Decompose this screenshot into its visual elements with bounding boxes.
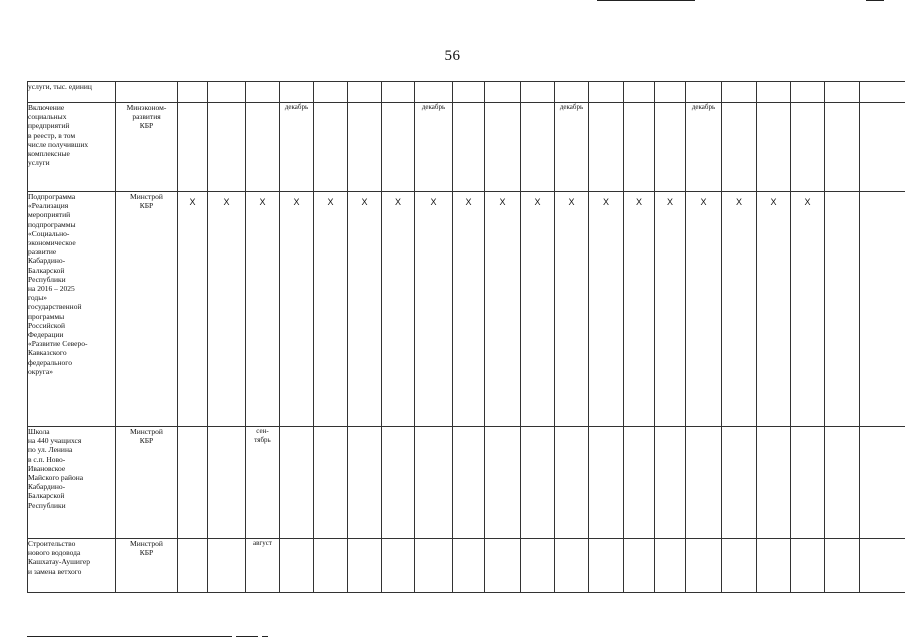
activity-name-line: «Социально- (28, 228, 70, 238)
schedule-mark-cell: X (208, 192, 246, 427)
schedule-mark-cell (485, 103, 521, 192)
executor-cell (116, 427, 178, 539)
schedule-mark-cell (555, 82, 589, 103)
activity-name-line: предприятий (28, 121, 70, 131)
activity-name-cell (28, 539, 116, 593)
schedule-mark-cell (521, 82, 555, 103)
schedule-mark-cell (860, 82, 905, 103)
schedule-mark-cell (757, 82, 791, 103)
schedule-mark-cell: декабрь (686, 103, 722, 192)
schedule-mark-cell (860, 539, 905, 593)
activity-name-line: Республики (28, 274, 66, 284)
schedule-mark-cell (825, 82, 860, 103)
table-row (28, 103, 905, 192)
schedule-mark-cell (589, 82, 624, 103)
schedule-mark-cell (521, 103, 555, 192)
schedule-mark-cell (280, 427, 314, 539)
schedule-mark-cell (246, 103, 280, 192)
schedule-mark-cell: X (791, 192, 825, 427)
schedule-mark-cell: X (280, 192, 314, 427)
schedule-mark-cell (453, 103, 485, 192)
activity-name-line: Кабардино- (28, 482, 66, 492)
schedule-mark-cell: X (589, 192, 624, 427)
schedule-mark-cell (825, 539, 860, 593)
schedule-mark-cell (655, 82, 686, 103)
footnote-separator-line (27, 636, 232, 637)
schedule-mark-cell (178, 427, 208, 539)
schedule-mark-cell (860, 427, 905, 539)
executor-line: КБР (139, 436, 154, 446)
activity-name-line: государственной (28, 302, 82, 312)
schedule-mark-cell (382, 427, 415, 539)
activity-name-line: Майского района (28, 473, 84, 483)
schedule-mark-cell (453, 539, 485, 593)
schedule-mark-cell (382, 82, 415, 103)
activity-name-line: в с.п. Ново- (28, 454, 66, 464)
executor-line: Минстрой (130, 427, 163, 436)
activity-name-line: Республики (28, 500, 66, 510)
schedule-mark-cell (825, 427, 860, 539)
schedule-mark-cell (686, 82, 722, 103)
schedule-mark-cell (208, 82, 246, 103)
activity-name-line: «Развитие Северо- (28, 339, 88, 349)
footnote-separator-dash (236, 636, 258, 637)
table-row (28, 539, 905, 593)
activity-name-cell (28, 82, 116, 103)
schedule-mark-cell (555, 427, 589, 539)
activity-name-line: Строительство (28, 539, 76, 548)
schedule-mark-cell: X (246, 192, 280, 427)
activity-name-line: Кавказского (28, 348, 67, 358)
activity-name-line: «Реализация (28, 201, 69, 211)
schedule-mark-cell (382, 539, 415, 593)
schedule-mark-cell (521, 539, 555, 593)
schedule-mark-cell: декабрь (415, 103, 453, 192)
activity-name-line: услуги, тыс. единиц (28, 82, 92, 91)
table-row (28, 82, 905, 103)
activity-name-line: экономическое (28, 238, 76, 248)
schedule-mark-cell: X (686, 192, 722, 427)
schedule-mark-cell (624, 82, 655, 103)
schedule-mark-cell (453, 427, 485, 539)
schedule-mark-cell: август (246, 539, 280, 593)
schedule-mark-cell: X (178, 192, 208, 427)
scan-artifact-top-right-line (866, 0, 884, 1)
schedule-mark-cell: X (314, 192, 348, 427)
executor-line: Минстрой (130, 192, 163, 201)
schedule-mark-cell (208, 427, 246, 539)
schedule-mark-cell: X (722, 192, 757, 427)
schedule-mark-cell (757, 427, 791, 539)
schedule-mark-cell (314, 103, 348, 192)
schedule-mark-cell (555, 539, 589, 593)
activity-name-line: числе получивших (28, 139, 89, 149)
table-row (28, 427, 905, 539)
schedule-mark-cell (722, 539, 757, 593)
executor-cell (116, 82, 178, 103)
activity-name-line: и замена ветхого (28, 566, 82, 576)
activity-name-line: Включение (28, 103, 65, 112)
schedule-mark-cell (280, 82, 314, 103)
activity-name-line: программы (28, 311, 65, 321)
schedule-mark-cell: X (485, 192, 521, 427)
activity-name-line: услуги (28, 158, 50, 168)
schedule-mark-cell (722, 427, 757, 539)
schedule-mark-cell: декабрь (555, 103, 589, 192)
schedule-mark-cell (722, 103, 757, 192)
schedule-mark-cell (348, 427, 382, 539)
schedule-mark-cell (453, 82, 485, 103)
activity-name-line: Балкарской (28, 491, 65, 501)
schedule-mark-cell (825, 192, 860, 427)
schedule-mark-cell: X (453, 192, 485, 427)
schedule-mark-cell (686, 539, 722, 593)
activity-name-line: в реестр, в том (28, 130, 76, 140)
executor-line: Минэконом- (126, 103, 167, 112)
activity-name-line: мероприятий (28, 210, 71, 220)
schedule-mark-cell (757, 103, 791, 192)
schedule-mark-cell (521, 427, 555, 539)
activity-name-line: подпрограммы (28, 219, 76, 229)
activity-name-line: Ивановское (28, 463, 66, 473)
schedule-mark-cell (208, 539, 246, 593)
schedule-mark-cell (655, 539, 686, 593)
schedule-mark-cell (415, 82, 453, 103)
activity-name-line: по ул. Ленина (28, 445, 73, 455)
activity-name-line: на 2016 – 2025 (28, 284, 75, 294)
activity-name-line: на 440 учащихся (28, 436, 82, 446)
schedule-mark-cell (348, 539, 382, 593)
activity-name-line: Подпрограмма (28, 192, 76, 201)
activity-name-line: комплексные (28, 149, 70, 159)
activity-name-line: Школа (28, 427, 50, 436)
table-row (28, 192, 905, 427)
schedule-mark-cell: X (521, 192, 555, 427)
schedule-mark-cell (246, 82, 280, 103)
schedule-mark-cell (178, 539, 208, 593)
schedule-mark-cell (624, 103, 655, 192)
activity-name-line: округа» (28, 366, 53, 376)
schedule-mark-cell (314, 427, 348, 539)
schedule-mark-cell (686, 427, 722, 539)
schedule-mark-cell (485, 82, 521, 103)
schedule-mark-cell (485, 427, 521, 539)
schedule-mark-cell (348, 103, 382, 192)
schedule-mark-cell (825, 103, 860, 192)
schedule-mark-cell: X (555, 192, 589, 427)
schedule-mark-cell: сен- тябрь (246, 427, 280, 539)
activity-name-line: социальных (28, 112, 67, 122)
activity-name-cell (28, 427, 116, 539)
schedule-mark-cell (178, 103, 208, 192)
executor-cell (116, 539, 178, 593)
schedule-mark-cell (655, 427, 686, 539)
schedule-table (27, 81, 905, 593)
schedule-mark-cell (348, 82, 382, 103)
schedule-mark-cell (589, 427, 624, 539)
schedule-mark-cell (178, 82, 208, 103)
executor-line: Минстрой (130, 539, 163, 548)
executor-line: КБР (139, 548, 154, 558)
footnote-separator-dot (262, 636, 268, 637)
schedule-mark-cell (757, 539, 791, 593)
schedule-mark-cell (485, 539, 521, 593)
schedule-mark-cell (624, 539, 655, 593)
scan-artifact-top-line (597, 0, 695, 1)
schedule-mark-cell (314, 539, 348, 593)
schedule-mark-cell (208, 103, 246, 192)
activity-name-line: Кабардино- (28, 256, 66, 266)
schedule-mark-cell (860, 192, 905, 427)
schedule-mark-cell: декабрь (280, 103, 314, 192)
activity-name-line: федерального (28, 357, 72, 367)
schedule-mark-cell (314, 82, 348, 103)
schedule-mark-cell: X (757, 192, 791, 427)
activity-name-line: Российской (28, 320, 65, 330)
schedule-mark-cell: X (348, 192, 382, 427)
activity-name-line: Кашхатау-Аушигер (28, 557, 90, 567)
activity-name-line: годы» (28, 293, 48, 303)
page-number: 56 (444, 48, 461, 64)
activity-name-line: нового водовода (28, 548, 81, 558)
schedule-mark-cell: X (655, 192, 686, 427)
schedule-mark-cell (624, 427, 655, 539)
schedule-mark-cell: X (382, 192, 415, 427)
executor-line: КБР (139, 121, 154, 131)
activity-name-line: Балкарской (28, 265, 65, 275)
schedule-mark-cell (791, 103, 825, 192)
schedule-mark-cell (589, 539, 624, 593)
schedule-mark-cell (280, 539, 314, 593)
activity-name-cell (28, 192, 116, 427)
executor-line: КБР (139, 201, 154, 211)
schedule-mark-cell (415, 427, 453, 539)
schedule-mark-cell (382, 103, 415, 192)
schedule-mark-cell (791, 82, 825, 103)
schedule-mark-cell: X (415, 192, 453, 427)
schedule-mark-cell: X (624, 192, 655, 427)
activity-name-line: развитие (28, 247, 57, 257)
executor-cell (116, 192, 178, 427)
schedule-mark-cell (791, 539, 825, 593)
schedule-mark-cell (415, 539, 453, 593)
activity-name-cell (28, 103, 116, 192)
executor-line: развития (132, 112, 161, 122)
schedule-mark-cell (655, 103, 686, 192)
schedule-mark-cell (860, 103, 905, 192)
schedule-mark-cell (791, 427, 825, 539)
schedule-mark-cell (722, 82, 757, 103)
executor-cell (116, 103, 178, 192)
activity-name-line: Федерации (28, 330, 64, 340)
schedule-mark-cell (589, 103, 624, 192)
